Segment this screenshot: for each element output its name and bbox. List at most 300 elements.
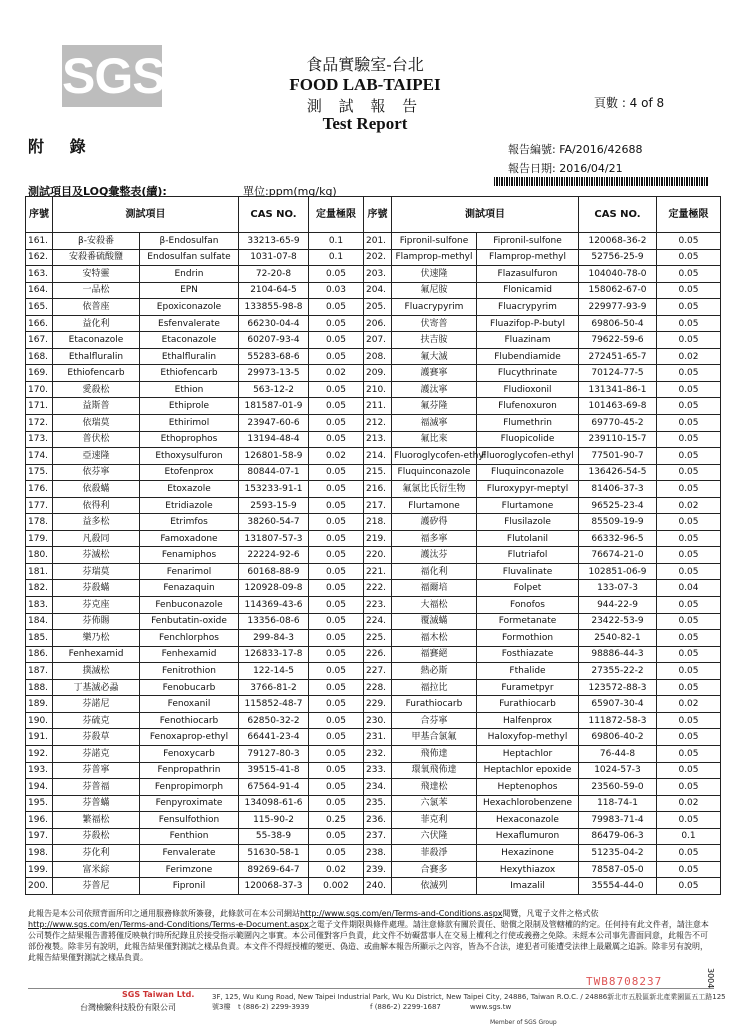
table-row — [26, 431, 721, 448]
company-address: 3F, 125, Wu Kung Road, New Taipei Industrial Park, Wu Ku District, New Taipei City, 24886, Taiwan R.O.C. / 24886新北市五股區新北產業園區五工路125號3樓 — [212, 993, 726, 1011]
loq: 0.05 — [309, 663, 364, 680]
e-document-terms-link[interactable]: http://www.sgs.com/en/Terms-and-Conditions/Terms-e-Document.aspx — [28, 920, 309, 929]
row-no: 173. — [26, 431, 53, 448]
loq-right: 0.05 — [657, 779, 721, 796]
item-cn: 撲滅松 — [53, 663, 140, 680]
item-en-right: Fosthiazate — [477, 646, 579, 663]
item-cn-right: 氟芬隆 — [392, 398, 477, 415]
item-en: Fenamiphos — [140, 547, 239, 564]
footer-divider — [28, 988, 714, 989]
table-row — [26, 646, 721, 663]
loq: 0.05 — [309, 828, 364, 845]
cas-no: 115-90-2 — [239, 812, 309, 829]
item-en: Fenoxanil — [140, 696, 239, 713]
table-row — [26, 712, 721, 729]
row-no-right: 214. — [364, 448, 392, 465]
loq-right: 0.05 — [657, 663, 721, 680]
row-no-right: 206. — [364, 315, 392, 332]
item-cn: Fenhexamid — [53, 646, 140, 663]
loq: 0.05 — [309, 431, 364, 448]
cas-no: 89269-64-7 — [239, 861, 309, 878]
member-of-group: Member of SGS Group — [490, 1019, 557, 1026]
item-en: Ethiofencarb — [140, 365, 239, 382]
cas-no: 55-38-9 — [239, 828, 309, 845]
cas-no: 2104-64-5 — [239, 282, 309, 299]
item-en-right: Hexaconazole — [477, 812, 579, 829]
item-cn: 芬普寧 — [53, 762, 140, 779]
row-no-right: 211. — [364, 398, 392, 415]
item-cn-right: Flurtamone — [392, 497, 477, 514]
table-row — [26, 348, 721, 365]
item-en-right: Flusilazole — [477, 514, 579, 531]
item-en-right: Fludioxonil — [477, 381, 579, 398]
row-no: 166. — [26, 315, 53, 332]
loq: 0.05 — [309, 266, 364, 283]
row-no-right: 221. — [364, 563, 392, 580]
cas-no-right: 76674-21-0 — [579, 547, 657, 564]
row-no: 190. — [26, 712, 53, 729]
item-en-right: Flumethrin — [477, 415, 579, 432]
item-cn-right: 扶吉胺 — [392, 332, 477, 349]
header-no-right: 序號 — [364, 197, 392, 233]
table-row — [26, 729, 721, 746]
loq: 0.05 — [309, 464, 364, 481]
table-row — [26, 679, 721, 696]
row-no: 187. — [26, 663, 53, 680]
cas-no: 38260-54-7 — [239, 514, 309, 531]
item-cn: 益斯普 — [53, 398, 140, 415]
table-row — [26, 381, 721, 398]
cas-no-right: 85509-19-9 — [579, 514, 657, 531]
table-row — [26, 762, 721, 779]
row-no: 178. — [26, 514, 53, 531]
item-cn: 芬滅松 — [53, 547, 140, 564]
cas-no: 299-84-3 — [239, 630, 309, 647]
row-no-right: 232. — [364, 745, 392, 762]
loq-right: 0.1 — [657, 828, 721, 845]
item-en-right: Flufenoxuron — [477, 398, 579, 415]
table-row — [26, 845, 721, 862]
item-cn: 依普座 — [53, 299, 140, 316]
twb-serial: TWB8708237 — [586, 975, 663, 988]
loq-right: 0.05 — [657, 481, 721, 498]
loq: 0.25 — [309, 812, 364, 829]
row-no-right: 217. — [364, 497, 392, 514]
item-cn-right: 氟比來 — [392, 431, 477, 448]
row-no: 194. — [26, 779, 53, 796]
table-row — [26, 779, 721, 796]
table-row — [26, 547, 721, 564]
row-no: 195. — [26, 795, 53, 812]
loq-right: 0.05 — [657, 679, 721, 696]
row-no-right: 207. — [364, 332, 392, 349]
item-en-right: Imazalil — [477, 878, 579, 895]
table-row — [26, 464, 721, 481]
table-row — [26, 497, 721, 514]
report-title-cn: 測 試 報 告 — [306, 97, 424, 115]
row-no-right: 209. — [364, 365, 392, 382]
item-cn-right: Fluacrypyrim — [392, 299, 477, 316]
table-row — [26, 249, 721, 266]
row-no: 175. — [26, 464, 53, 481]
item-cn: 芬諾克 — [53, 745, 140, 762]
loq: 0.05 — [309, 415, 364, 432]
loq: 0.1 — [309, 249, 364, 266]
loq-right: 0.05 — [657, 646, 721, 663]
row-no-right: 230. — [364, 712, 392, 729]
table-row — [26, 365, 721, 382]
item-cn-right: 福賽絕 — [392, 646, 477, 663]
loq-right: 0.05 — [657, 299, 721, 316]
item-cn-right: 合賽多 — [392, 861, 477, 878]
item-en: Ethoxysulfuron — [140, 448, 239, 465]
table-row — [26, 861, 721, 878]
table-header-row — [26, 197, 721, 233]
item-cn-right: 福化利 — [392, 563, 477, 580]
cas-no-right: 51235-04-2 — [579, 845, 657, 862]
cas-no: 126801-58-9 — [239, 448, 309, 465]
row-no-right: 220. — [364, 547, 392, 564]
table-row — [26, 530, 721, 547]
item-cn: 富米綜 — [53, 861, 140, 878]
row-no-right: 229. — [364, 696, 392, 713]
loq-right: 0.05 — [657, 448, 721, 465]
cas-no-right: 944-22-9 — [579, 597, 657, 614]
cas-no-right: 78587-05-0 — [579, 861, 657, 878]
row-no-right: 239. — [364, 861, 392, 878]
loq-right: 0.05 — [657, 762, 721, 779]
row-no: 177. — [26, 497, 53, 514]
item-cn: 依殺蟎 — [53, 481, 140, 498]
cas-no-right: 120068-36-2 — [579, 233, 657, 250]
loq: 0.02 — [309, 861, 364, 878]
item-en-right: Fluoroglycofen-ethyl — [477, 448, 579, 465]
item-en: Fenoxycarb — [140, 745, 239, 762]
item-en-right: Fipronil-sulfone — [477, 233, 579, 250]
item-cn-right: 六伏隆 — [392, 828, 477, 845]
loq: 0.05 — [309, 497, 364, 514]
loq: 0.05 — [309, 547, 364, 564]
loq-right: 0.05 — [657, 381, 721, 398]
header-loq: 定量極限 — [309, 197, 364, 233]
row-no-right: 236. — [364, 812, 392, 829]
cas-no: 72-20-8 — [239, 266, 309, 283]
header-cas-right: CAS NO. — [579, 197, 657, 233]
cas-no: 134098-61-6 — [239, 795, 309, 812]
cas-no-right: 23560-59-0 — [579, 779, 657, 796]
loq-right: 0.05 — [657, 729, 721, 746]
item-cn-right: 環氧飛佈達 — [392, 762, 477, 779]
cas-no: 181587-01-9 — [239, 398, 309, 415]
table-row — [26, 315, 721, 332]
item-cn-right: 依滅列 — [392, 878, 477, 895]
item-cn-right: 六氯苯 — [392, 795, 477, 812]
cas-no-right: 272451-65-7 — [579, 348, 657, 365]
item-en-right: Fluopicolide — [477, 431, 579, 448]
item-cn: 芬硫克 — [53, 712, 140, 729]
table-row — [26, 580, 721, 597]
loq-right: 0.02 — [657, 795, 721, 812]
disclaimer — [28, 908, 710, 963]
item-en: Ethoprophos — [140, 431, 239, 448]
disclaimer-text-1: 此報告是本公司依照背面所印之通用服務條款所簽發，此條款可在本公司網站 — [28, 909, 300, 918]
cas-no: 60168-88-9 — [239, 563, 309, 580]
row-no: 181. — [26, 563, 53, 580]
loq-right: 0.05 — [657, 332, 721, 349]
item-en: Endosulfan sulfate — [140, 249, 239, 266]
item-cn: 依芬寧 — [53, 464, 140, 481]
item-en: Fenobucarb — [140, 679, 239, 696]
loq: 0.05 — [309, 630, 364, 647]
loq-right: 0.05 — [657, 878, 721, 895]
item-cn-right: 氟氯比氏衍生物 — [392, 481, 477, 498]
cas-no: 80844-07-1 — [239, 464, 309, 481]
item-en-right: Folpet — [477, 580, 579, 597]
item-en-right: Halfenprox — [477, 712, 579, 729]
row-no: 192. — [26, 745, 53, 762]
form-code: 3004 — [706, 968, 715, 989]
table-row — [26, 415, 721, 432]
row-no-right: 201. — [364, 233, 392, 250]
item-cn-right: 福多寧 — [392, 530, 477, 547]
item-cn-right: 飛達松 — [392, 779, 477, 796]
loq: 0.05 — [309, 745, 364, 762]
item-en: Fenpyroximate — [140, 795, 239, 812]
item-cn-right: Fluquinconazole — [392, 464, 477, 481]
row-no: 180. — [26, 547, 53, 564]
item-en: EPN — [140, 282, 239, 299]
item-en: Fenvalerate — [140, 845, 239, 862]
loq-right: 0.05 — [657, 431, 721, 448]
item-cn-right: 護汰芬 — [392, 547, 477, 564]
item-cn: 繁福松 — [53, 812, 140, 829]
unit-label: 單位:ppm(mg/kg) — [243, 185, 337, 198]
loq-right: 0.05 — [657, 845, 721, 862]
header-loq-right: 定量極限 — [657, 197, 721, 233]
item-cn-right: 覆滅蟎 — [392, 613, 477, 630]
item-en: Fenbutatin-oxide — [140, 613, 239, 630]
item-en-right: Fonofos — [477, 597, 579, 614]
item-cn: 芬克座 — [53, 597, 140, 614]
item-en-right: Fluvalinate — [477, 563, 579, 580]
loq: 0.02 — [309, 365, 364, 382]
cas-no-right: 104040-78-0 — [579, 266, 657, 283]
item-cn-right: 福木松 — [392, 630, 477, 647]
item-en: β-Endosulfan — [140, 233, 239, 250]
cas-no-right: 76-44-8 — [579, 745, 657, 762]
loq-right: 0.05 — [657, 266, 721, 283]
cas-no-right: 229977-93-9 — [579, 299, 657, 316]
row-no-right: 202. — [364, 249, 392, 266]
item-cn: Ethalfluralin — [53, 348, 140, 365]
item-en-right: Hexachlorobenzene — [477, 795, 579, 812]
table-row — [26, 563, 721, 580]
lab-title-en: FOOD LAB-TAIPEI — [289, 75, 441, 94]
loq-right: 0.05 — [657, 233, 721, 250]
cas-no: 66230-04-4 — [239, 315, 309, 332]
loq: 0.05 — [309, 845, 364, 862]
cas-no-right: 136426-54-5 — [579, 464, 657, 481]
row-no: 168. — [26, 348, 53, 365]
loq: 0.05 — [309, 679, 364, 696]
company-fax: f (886-2) 2299-1687 — [370, 1003, 441, 1011]
row-no: 191. — [26, 729, 53, 746]
table-row — [26, 613, 721, 630]
item-cn: 芬普福 — [53, 779, 140, 796]
cas-no: 115852-48-7 — [239, 696, 309, 713]
cas-no: 39515-41-8 — [239, 762, 309, 779]
disclaimer-text-2: 閱覽，凡電子文件之格式依 — [502, 909, 599, 918]
item-cn: 益多松 — [53, 514, 140, 531]
report-number: 報告編號: FA/2016/42688 — [508, 143, 643, 156]
loq-right: 0.05 — [657, 563, 721, 580]
row-no-right: 223. — [364, 597, 392, 614]
row-no-right: 237. — [364, 828, 392, 845]
item-en: Ethirimol — [140, 415, 239, 432]
cas-no-right: 52756-25-9 — [579, 249, 657, 266]
item-en: Fenarimol — [140, 563, 239, 580]
loq: 0.1 — [309, 233, 364, 250]
loq: 0.05 — [309, 779, 364, 796]
cas-no: 1031-07-8 — [239, 249, 309, 266]
item-cn-right: 甲基合氯氟 — [392, 729, 477, 746]
company-tel: t (886-2) 2299-3939 — [238, 1003, 310, 1011]
loq-right: 0.05 — [657, 464, 721, 481]
cas-no: 153233-91-1 — [239, 481, 309, 498]
cas-no-right: 65907-30-4 — [579, 696, 657, 713]
header-item: 測試項目 — [53, 197, 239, 233]
item-cn: 樂乃松 — [53, 630, 140, 647]
loq-right: 0.05 — [657, 547, 721, 564]
item-cn-right: 護矽得 — [392, 514, 477, 531]
item-en-right: Furametpyr — [477, 679, 579, 696]
lab-title-cn: 食品實驗室-台北 — [306, 55, 424, 74]
item-cn-right: 飛佈達 — [392, 745, 477, 762]
report-title-en: Test Report — [322, 114, 408, 133]
cas-no-right: 79622-59-6 — [579, 332, 657, 349]
row-no-right: 208. — [364, 348, 392, 365]
item-en-right: Fluazinam — [477, 332, 579, 349]
row-no-right: 203. — [364, 266, 392, 283]
item-cn-right: 合芬寧 — [392, 712, 477, 729]
item-cn: 芬佈賜 — [53, 613, 140, 630]
row-no: 184. — [26, 613, 53, 630]
loq-right: 0.04 — [657, 580, 721, 597]
cas-no: 133855-98-8 — [239, 299, 309, 316]
cas-no: 114369-43-6 — [239, 597, 309, 614]
cas-no: 67564-91-4 — [239, 779, 309, 796]
row-no-right: 215. — [364, 464, 392, 481]
loq-right: 0.05 — [657, 745, 721, 762]
header-cas: CAS NO. — [239, 197, 309, 233]
row-no: 193. — [26, 762, 53, 779]
item-cn: 安殺番硫酸鹽 — [53, 249, 140, 266]
cas-no-right: 86479-06-3 — [579, 828, 657, 845]
cas-no-right: 77501-90-7 — [579, 448, 657, 465]
row-no: 171. — [26, 398, 53, 415]
cas-no-right: 111872-58-3 — [579, 712, 657, 729]
cas-no: 62850-32-2 — [239, 712, 309, 729]
item-en: Etoxazole — [140, 481, 239, 498]
cas-no-right: 102851-06-9 — [579, 563, 657, 580]
item-en-right: Flurtamone — [477, 497, 579, 514]
row-no: 165. — [26, 299, 53, 316]
item-cn-right: 氟尼胺 — [392, 282, 477, 299]
loq-right: 0.05 — [657, 530, 721, 547]
loq-right: 0.05 — [657, 613, 721, 630]
terms-link[interactable]: http://www.sgs.com/en/Terms-and-Conditions.aspx — [300, 909, 503, 918]
item-en: Fipronil — [140, 878, 239, 895]
cas-no: 29973-13-5 — [239, 365, 309, 382]
item-en-right: Fluquinconazole — [477, 464, 579, 481]
item-en: Ethion — [140, 381, 239, 398]
item-en: Fenothiocarb — [140, 712, 239, 729]
item-en-right: Fluacrypyrim — [477, 299, 579, 316]
report-date: 報告日期: 2016/04/21 — [508, 162, 623, 175]
item-en-right: Hexaflumuron — [477, 828, 579, 845]
company-web: www.sgs.tw — [470, 1003, 512, 1011]
row-no-right: 204. — [364, 282, 392, 299]
row-no: 179. — [26, 530, 53, 547]
cas-no: 122-14-5 — [239, 663, 309, 680]
cas-no-right: 239110-15-7 — [579, 431, 657, 448]
table-row — [26, 630, 721, 647]
row-no: 200. — [26, 878, 53, 895]
item-cn-right: 菲殺淨 — [392, 845, 477, 862]
row-no: 170. — [26, 381, 53, 398]
item-cn: 芬瑞莫 — [53, 563, 140, 580]
row-no: 174. — [26, 448, 53, 465]
cas-no: 3766-81-2 — [239, 679, 309, 696]
loq: 0.05 — [309, 646, 364, 663]
item-cn: 益化利 — [53, 315, 140, 332]
cas-no: 33213-65-9 — [239, 233, 309, 250]
table-row — [26, 597, 721, 614]
row-no-right: 240. — [364, 878, 392, 895]
cas-no: 51630-58-1 — [239, 845, 309, 862]
loq: 0.05 — [309, 514, 364, 531]
item-cn: 芬化利 — [53, 845, 140, 862]
item-cn-right: 菲克利 — [392, 812, 477, 829]
row-no-right: 226. — [364, 646, 392, 663]
item-cn: 芬普蟎 — [53, 795, 140, 812]
item-en-right: Flamprop-methyl — [477, 249, 579, 266]
loq: 0.05 — [309, 762, 364, 779]
loq-right: 0.05 — [657, 597, 721, 614]
cas-no-right: 101463-69-8 — [579, 398, 657, 415]
item-cn-right: Fluoroglycofen-ethyl — [392, 448, 477, 465]
row-no: 167. — [26, 332, 53, 349]
loq-right: 0.05 — [657, 282, 721, 299]
loq: 0.05 — [309, 398, 364, 415]
item-cn: 芬殺蟎 — [53, 580, 140, 597]
item-cn-right: 福滅寧 — [392, 415, 477, 432]
loq-right: 0.05 — [657, 315, 721, 332]
row-no: 163. — [26, 266, 53, 283]
row-no-right: 213. — [364, 431, 392, 448]
table-row — [26, 448, 721, 465]
cas-no-right: 118-74-1 — [579, 795, 657, 812]
loq: 0.05 — [309, 597, 364, 614]
row-no: 162. — [26, 249, 53, 266]
item-en: Famoxadone — [140, 530, 239, 547]
item-en-right: Formothion — [477, 630, 579, 647]
cas-no-right: 69806-40-2 — [579, 729, 657, 746]
cas-no-right: 2540-82-1 — [579, 630, 657, 647]
header-no: 序號 — [26, 197, 53, 233]
cas-no-right: 1024-57-3 — [579, 762, 657, 779]
disclaimer-text-3: 之電子文件期限與條件處理。請注意條款有關於責任、賠償之限制及管轄權的約定。任何持有此文件者，請注意本公司製作之結果報告書將僅反映執行時所紀錄且於接受指示範圍內之事實。本公司僅對客戶負責，此文件不妨礙當事人在交易上權利之行使或義務之免除。未經本公司事先書面同意，此報告不可部份複製。除非另有說明，此報告結果僅對測試之樣品負責。本文件不得經授權的變更、偽造、或曲解本報告所顯示之內容，皆為不合法，違犯者可能遭受法律上最嚴厲之追訴。除非另有說明，此報告結果僅對測試之樣品負責。 — [28, 920, 709, 962]
